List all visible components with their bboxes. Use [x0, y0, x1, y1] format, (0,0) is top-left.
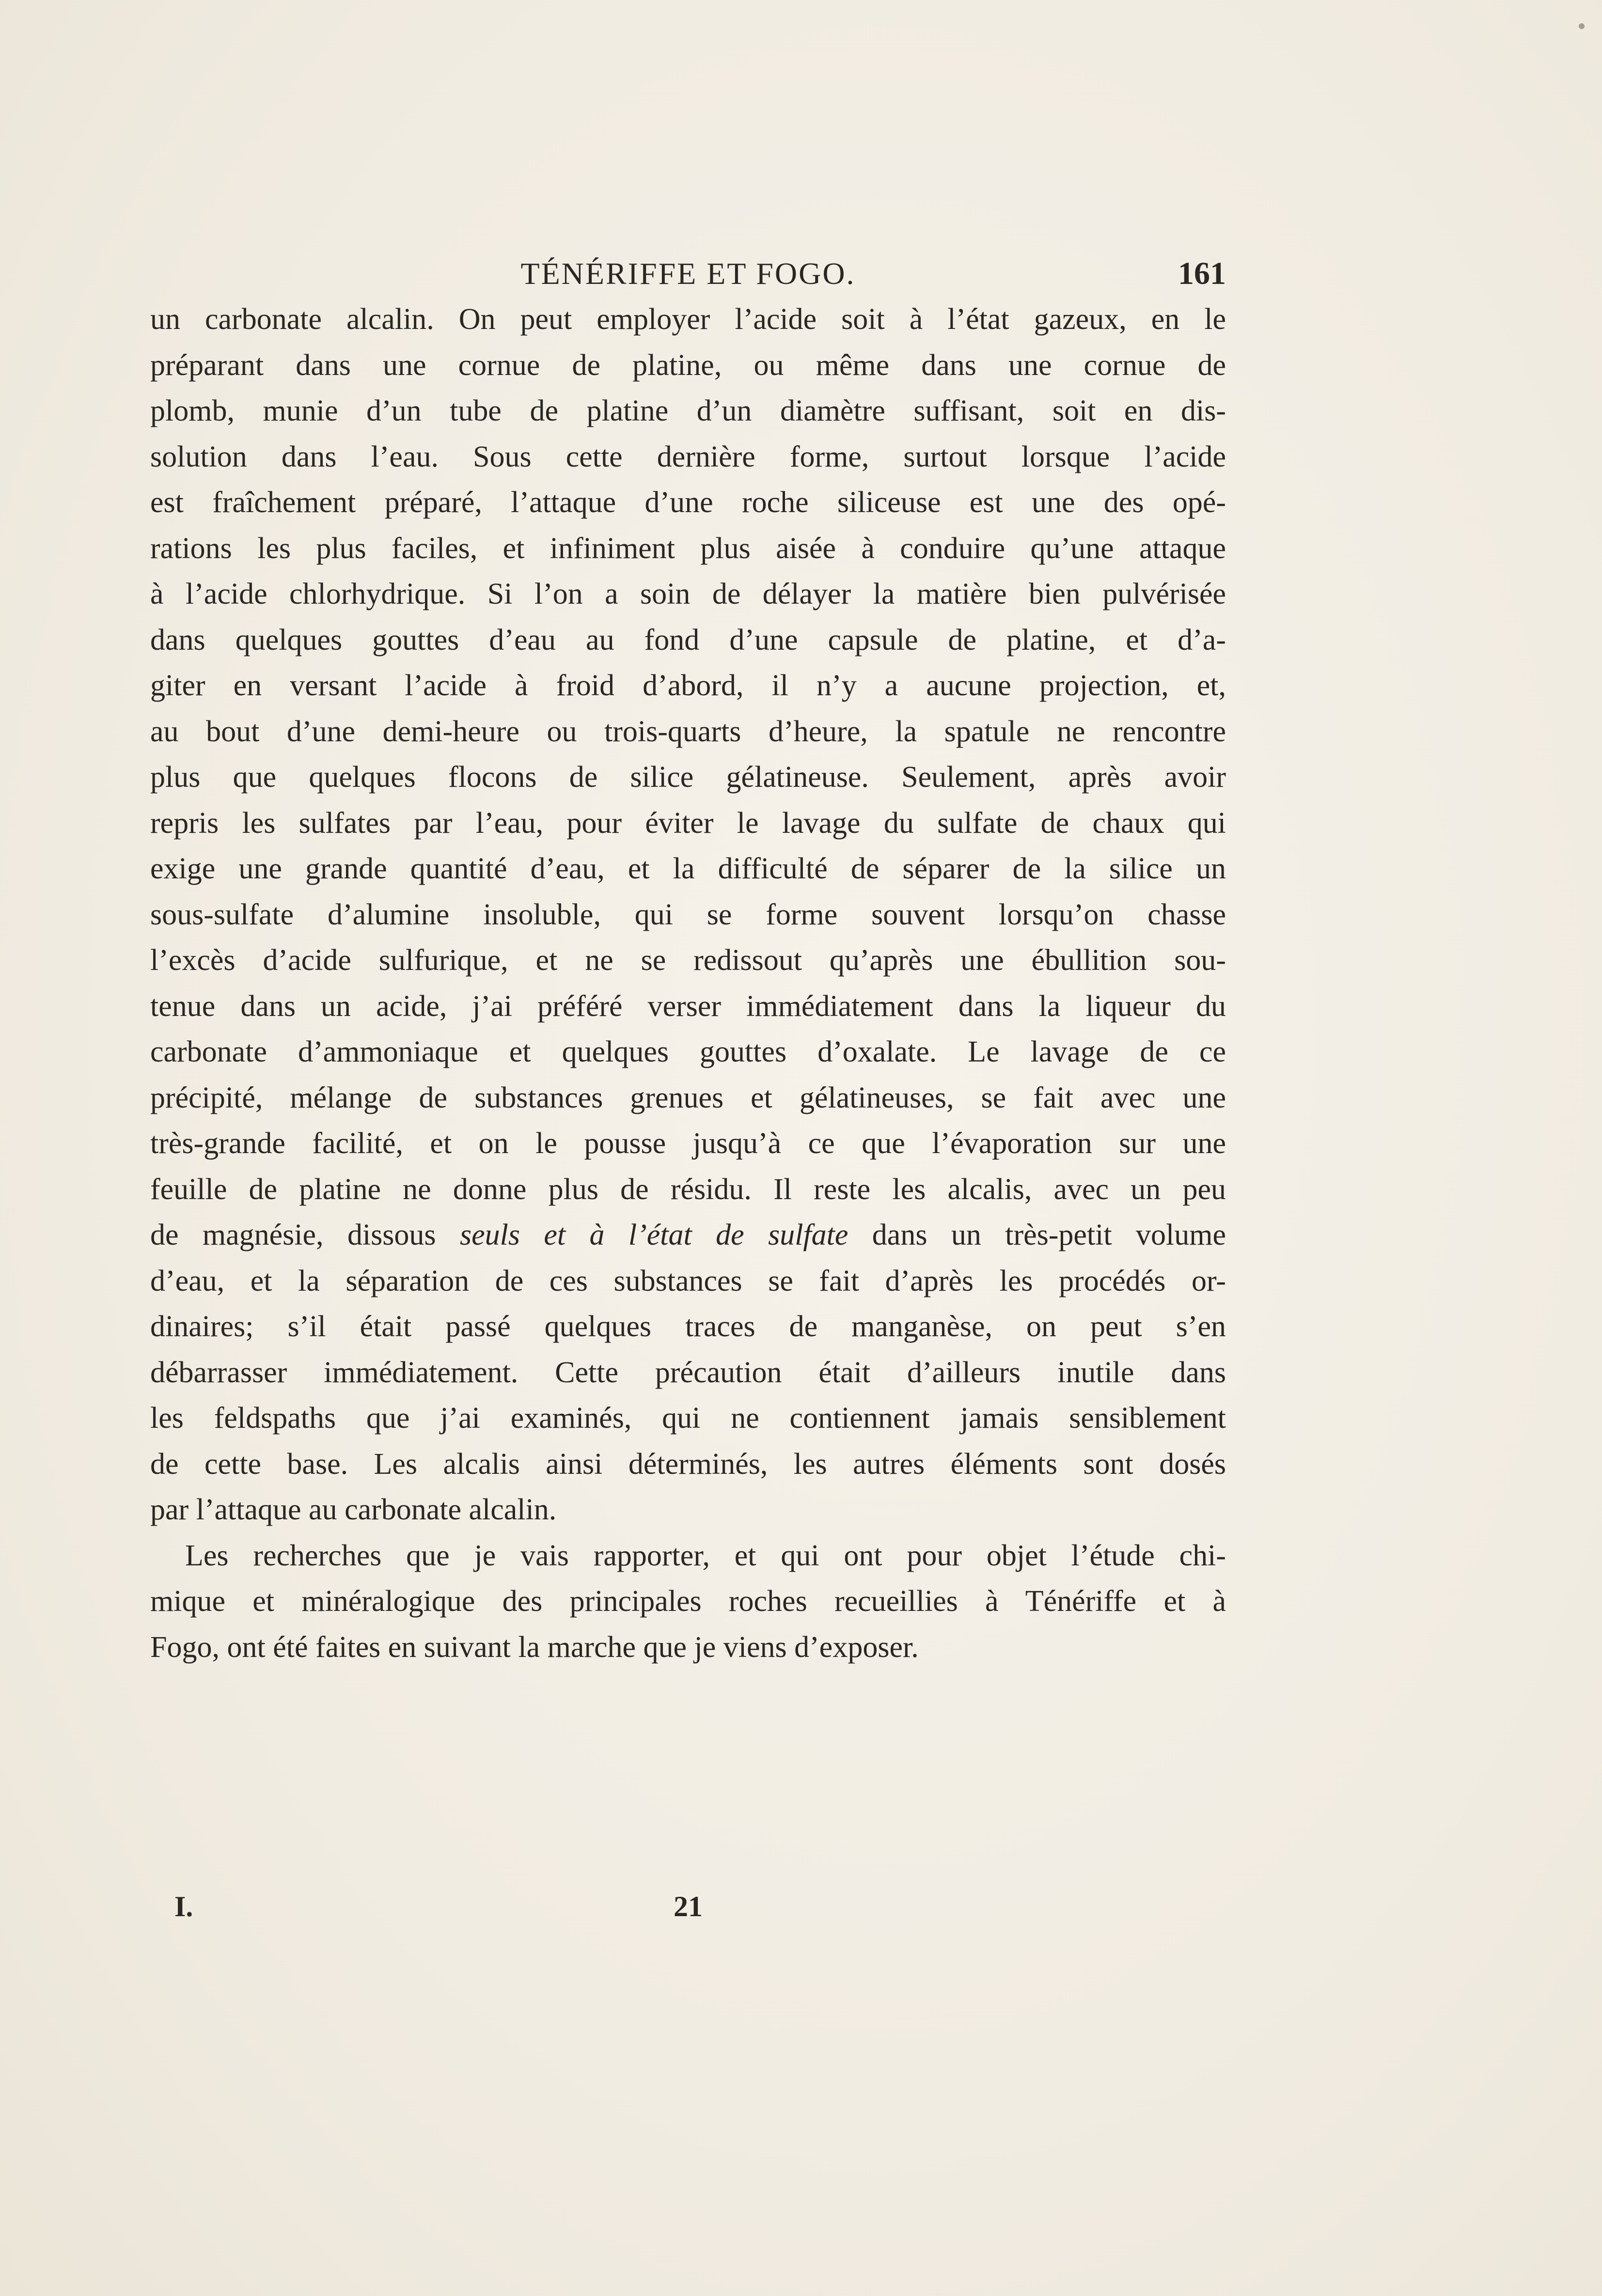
text-line: au bout d’une demi-heure ou trois-quarts d’heure, la spatule ne rencontre — [150, 715, 1226, 748]
running-title: TÉNÉRIFFE ET FOGO. — [520, 256, 856, 291]
text-line: rations les plus faciles, et infiniment plus aisée à conduire qu’une attaque — [150, 531, 1226, 565]
text-line: plomb, munie d’un tube de platine d’un diamètre suffisant, soit en dis- — [150, 394, 1226, 427]
text-line: exige une grande quantité d’eau, et la difficulté de séparer de la silice un — [150, 852, 1226, 885]
text-line: tenue dans un acide, j’ai préféré verser immédiatement dans la liqueur du — [150, 989, 1226, 1023]
page-number: 161 — [1178, 256, 1226, 291]
page-footer — [150, 1887, 1226, 1926]
page-header — [150, 252, 1226, 296]
text-line: Les recherches que je vais rapporter, et qui ont pour objet l’étude chi- — [185, 1539, 1226, 1572]
text-line: précipité, mélange de substances grenues et gélatineuses, se fait avec une — [150, 1081, 1226, 1114]
text-segment: dans un très-petit volume — [848, 1218, 1226, 1251]
text-line: repris les sulfates par l’eau, pour éviter le lavage du sulfate de chaux qui — [150, 806, 1226, 840]
body-text — [150, 297, 1226, 1670]
text-line: giter en versant l’acide à froid d’abord, il n’y a aucune projection, et, — [150, 669, 1226, 702]
text-line: carbonate d’ammoniaque et quelques gouttes d’oxalate. Le lavage de ce — [150, 1035, 1226, 1068]
text-line: un carbonate alcalin. On peut employer l’acide soit à l’état gazeux, en le — [150, 303, 1226, 336]
text-line: très-grande facilité, et on le pousse jusqu’à ce que l’évaporation sur une — [150, 1127, 1226, 1160]
text-line: de cette base. Les alcalis ainsi déterminés, les autres éléments sont dosés — [150, 1447, 1226, 1481]
text-line: préparant dans une cornue de platine, ou même dans une cornue de — [150, 348, 1226, 382]
text-line: débarrasser immédiatement. Cette précaution était d’ailleurs inutile dans — [150, 1356, 1226, 1389]
italic-phrase: seuls et à l’état de sulfate — [459, 1218, 848, 1251]
text-line: mique et minéralogique des principales roches recueillies à Ténériffe et à — [150, 1585, 1226, 1618]
text-line: est fraîchement préparé, l’attaque d’une roche siliceuse est une des opé- — [150, 486, 1226, 519]
text-line: plus que quelques flocons de silice gélatineuse. Seulement, après avoir — [150, 761, 1226, 794]
text-line: feuille de platine ne donne plus de résidu. Il reste les alcalis, avec un peu — [150, 1172, 1226, 1206]
paragraph-end-line: par l’attaque au carbonate alcalin. — [150, 1493, 557, 1526]
speck-mark — [1579, 23, 1585, 29]
text-line: les feldspaths que j’ai examinés, qui ne contiennent jamais sensiblement — [150, 1402, 1226, 1435]
text-segment: de magnésie, dissous — [150, 1218, 460, 1251]
text-line: dans quelques gouttes d’eau au fond d’une capsule de platine, et d’a- — [150, 623, 1226, 656]
text-line: d’eau, et la séparation de ces substances se fait d’après les procédés or- — [150, 1264, 1226, 1297]
text-line: l’excès d’acide sulfurique, et ne se redissout qu’après une ébullition sou- — [150, 944, 1226, 977]
text-line: solution dans l’eau. Sous cette dernière forme, surtout lorsque l’acide — [150, 440, 1226, 473]
paragraph-end-line: Fogo, ont été faites en suivant la marche que je viens d’exposer. — [150, 1630, 919, 1664]
volume-signature: I. — [174, 1890, 193, 1922]
sheet-number: 21 — [674, 1890, 703, 1922]
text-line: sous-sulfate d’alumine insoluble, qui se forme souvent lorsqu’on chasse — [150, 898, 1226, 931]
text-line: à l’acide chlorhydrique. Si l’on a soin de délayer la matière bien pulvérisée — [150, 578, 1226, 610]
text-line-with-italic — [150, 1212, 1226, 1258]
text-line: dinaires; s’il était passé quelques traces de manganèse, on peut s’en — [150, 1310, 1226, 1343]
